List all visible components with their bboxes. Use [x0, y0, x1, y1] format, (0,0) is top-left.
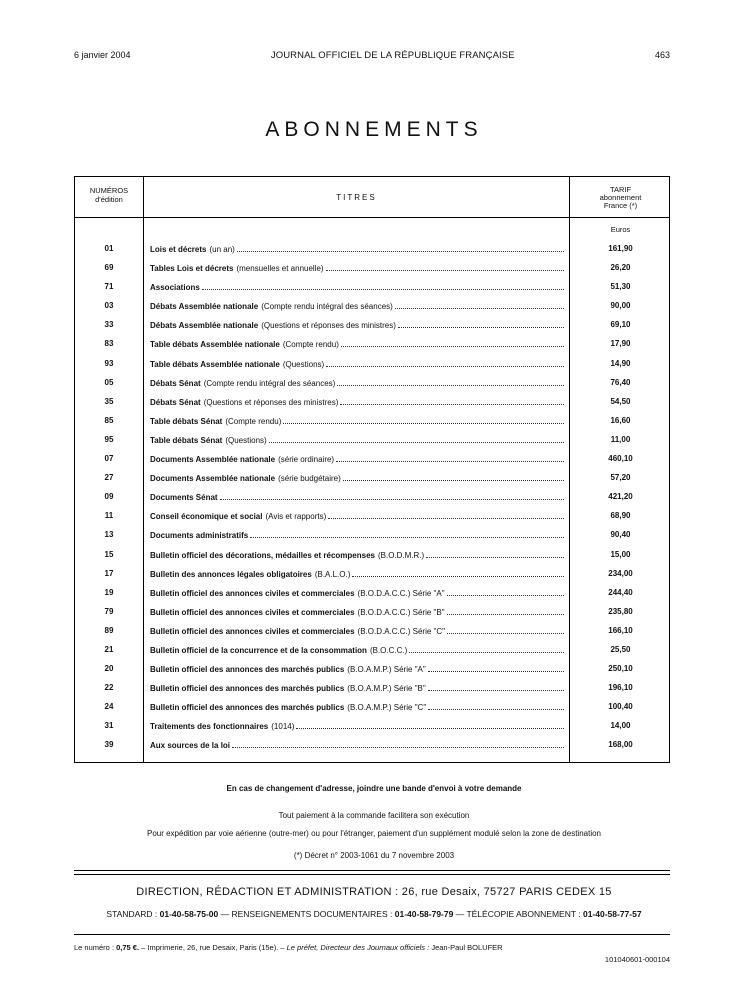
address-change-notice: En cas de changement d'adresse, joindre une bande d'envoi à votre demande: [226, 784, 522, 793]
title-detail: (B.O.A.M.P.) Série "B": [347, 684, 426, 694]
page-header: [74, 50, 670, 61]
edition-number: 35: [104, 396, 114, 406]
price: 14,90: [610, 358, 631, 368]
edition-number: 85: [104, 415, 114, 425]
divider: [74, 870, 670, 871]
dot-leader: [250, 530, 564, 538]
title-bold: Débats Sénat: [150, 397, 201, 407]
airmail-notice: Pour expédition par voie aérienne (outre-mer) ou pour l'étranger, paiement d'un supplément modulé selon la zone de destination: [146, 829, 601, 838]
publication-title: [150, 664, 564, 674]
price: 76,40: [610, 377, 631, 387]
edition-number: 09: [104, 492, 114, 502]
edition-number: 11: [104, 511, 114, 521]
publication-title: [150, 492, 564, 502]
price: 100,40: [608, 702, 633, 712]
dot-leader: [337, 378, 564, 386]
footer-code: 101040601-000104: [604, 955, 670, 964]
dot-leader: [428, 683, 564, 691]
dot-leader: [426, 550, 564, 558]
title-detail: (série ordinaire): [278, 455, 335, 465]
price: 235,80: [608, 606, 633, 616]
contact-numbers: [0, 909, 748, 919]
edition-number: 71: [104, 282, 114, 292]
edition-number: 27: [104, 473, 114, 483]
edition-number: 21: [104, 644, 114, 654]
edition-number: 07: [104, 454, 114, 464]
edition-number: 69: [104, 263, 114, 273]
publication-title: [150, 339, 564, 349]
edition-number: 03: [104, 301, 114, 311]
dot-leader: [202, 282, 564, 290]
footer-name: Jean-Paul BOLUFER: [431, 943, 503, 952]
publication-title: [150, 397, 564, 407]
telecopie-label: — TÉLÉCOPIE ABONNEMENT :: [455, 909, 581, 919]
price: 68,90: [610, 511, 631, 521]
footer: [74, 943, 670, 952]
dot-leader: [328, 511, 564, 519]
dot-leader: [237, 244, 564, 252]
telecopie-phone: 01-40-58-77-57: [582, 909, 642, 919]
table-row: [75, 454, 669, 473]
title-detail: (mensuelles et annuelle): [236, 264, 324, 274]
footer-numero-price: 0,75 €.: [116, 943, 140, 952]
table-row: [75, 645, 669, 664]
price: 168,00: [608, 740, 633, 750]
price: 25,50: [610, 644, 631, 654]
table-row: [75, 550, 669, 569]
title-bold: Bulletin officiel des annonces civiles et commerciales: [150, 626, 355, 636]
title-detail: (B.O.D.A.C.C.) Série "C": [357, 626, 445, 636]
title-bold: Lois et décrets: [150, 245, 207, 254]
table-row: [75, 301, 669, 320]
header-journal-title: JOURNAL OFFICIEL DE LA RÉPUBLIQUE FRANÇAISE: [270, 50, 515, 61]
table-row: [75, 626, 669, 645]
title-bold: Bulletin officiel des annonces civiles et commerciales: [150, 588, 355, 598]
table-row: [75, 282, 669, 301]
title-detail: (B.A.L.O.): [314, 569, 351, 579]
price: 69,10: [610, 320, 631, 330]
title-bold: Documents administratifs: [150, 531, 249, 541]
divider: [74, 934, 670, 935]
edition-number: 83: [104, 339, 114, 349]
dot-leader: [395, 301, 564, 309]
table-row: [75, 378, 669, 397]
title-detail: (B.O.A.M.P.) Série "A": [347, 665, 426, 675]
footer-imprimerie: – Imprimerie, 26, rue Desaix, Paris (15e). –: [141, 943, 285, 952]
title-bold: Tables Lois et décrets: [150, 264, 234, 274]
table-body: [75, 244, 669, 760]
publication-title: [150, 454, 564, 464]
table-row: [75, 359, 669, 378]
publication-title: [150, 569, 564, 579]
dot-leader: [269, 435, 564, 443]
price: 421,20: [608, 492, 633, 502]
table-row: [75, 263, 669, 282]
title-detail: (Compte rendu): [225, 416, 282, 426]
edition-number: 24: [104, 702, 114, 712]
price: 54,50: [610, 396, 631, 406]
title-detail: (1014): [271, 722, 295, 732]
price: 15,00: [610, 549, 631, 559]
title-bold: Aux sources de la loi: [150, 741, 231, 751]
decree-notice: (*) Décret n° 2003-1061 du 7 novembre 2003: [293, 851, 455, 860]
table-row: [75, 721, 669, 740]
price: 196,10: [608, 683, 633, 693]
title-detail: (Questions): [225, 435, 267, 445]
table-row: [75, 511, 669, 530]
dot-leader: [326, 263, 564, 271]
edition-number: 39: [104, 740, 114, 750]
dot-leader: [343, 473, 564, 481]
publication-title: [150, 301, 564, 311]
price: 166,10: [608, 625, 633, 635]
price: 17,90: [610, 339, 631, 349]
price: 16,60: [610, 415, 631, 425]
edition-number: 17: [104, 568, 114, 578]
price: 51,30: [610, 282, 631, 292]
publication-title: [150, 683, 564, 693]
currency-label: Euros: [610, 225, 631, 234]
publication-title: [150, 416, 564, 426]
edition-number: 79: [104, 606, 114, 616]
table-row: [75, 683, 669, 702]
title-bold: Bulletin officiel des annonces des marchés publics: [150, 703, 345, 713]
title-bold: Bulletin officiel des annonces civiles et commerciales: [150, 607, 355, 617]
price: 161,90: [608, 244, 633, 253]
title-bold: Bulletin officiel des décorations, médailles et récompenses: [150, 550, 375, 560]
title-bold: Documents Assemblée nationale: [150, 474, 276, 484]
publication-title: [150, 320, 564, 330]
publication-title: [150, 702, 564, 712]
dot-leader: [232, 740, 564, 748]
edition-number: 95: [104, 434, 114, 444]
renseignements-phone: 01-40-58-79-79: [394, 909, 454, 919]
title-detail: (un an): [209, 245, 235, 254]
dot-leader: [447, 607, 564, 615]
title-bold: Débats Assemblée nationale: [150, 321, 259, 331]
header-numeros: NUMÉROS d'édition: [89, 186, 129, 204]
publication-title: [150, 244, 564, 254]
publication-title: [150, 740, 564, 750]
title-bold: Table débats Assemblée nationale: [150, 359, 280, 369]
title-bold: Table débats Sénat: [150, 435, 223, 445]
title-bold: Bulletin officiel des annonces des marchés publics: [150, 665, 345, 675]
table-row: [75, 492, 669, 511]
title-bold: Associations: [150, 283, 200, 293]
dot-leader: [352, 569, 564, 577]
edition-number: 05: [104, 377, 114, 387]
title-bold: Débats Sénat: [150, 378, 201, 388]
publication-title: [150, 282, 564, 292]
subscriptions-table: [74, 176, 670, 763]
edition-number: 20: [104, 664, 114, 674]
publication-title: [150, 607, 564, 617]
title-bold: Bulletin des annonces légales obligatoires: [150, 569, 312, 579]
title-detail: (B.O.D.M.R.): [377, 550, 425, 560]
title-detail: (B.O.A.M.P.) Série "C": [347, 703, 427, 713]
price: 26,20: [610, 263, 631, 273]
header-page-number: 463: [654, 50, 670, 60]
publication-title: [150, 435, 564, 445]
table-row: [75, 435, 669, 454]
direction-address: DIRECTION, RÉDACTION ET ADMINISTRATION : 26, rue Desaix, 75727 PARIS CEDEX 15: [136, 886, 612, 898]
dot-leader: [336, 454, 564, 462]
divider: [74, 874, 670, 875]
publication-title: [150, 359, 564, 369]
header-divider: [75, 217, 669, 218]
price: 90,00: [610, 301, 631, 311]
title-detail: (Avis et rapports): [265, 512, 327, 522]
table-row: [75, 530, 669, 549]
header-tarif: TARIF abonnement France (*): [599, 185, 642, 210]
title-bold: Débats Assemblée nationale: [150, 302, 259, 312]
page-title: ABONNEMENTS: [265, 118, 483, 141]
title-detail: (série budgétaire): [278, 474, 341, 484]
dot-leader: [447, 626, 564, 634]
table-row: [75, 473, 669, 492]
renseignements-label: — RENSEIGNEMENTS DOCUMENTAIRES :: [220, 909, 393, 919]
price: 244,40: [608, 587, 633, 597]
dot-leader: [447, 588, 564, 596]
title-detail: (Compte rendu intégral des séances): [261, 302, 393, 312]
table-row: [75, 320, 669, 339]
table-row: [75, 397, 669, 416]
edition-number: 31: [104, 721, 114, 731]
price: 250,10: [608, 664, 633, 674]
dot-leader: [428, 664, 564, 672]
table-row: [75, 416, 669, 435]
edition-number: 93: [104, 358, 114, 368]
price: 234,00: [608, 568, 633, 578]
title-bold: Documents Assemblée nationale: [150, 455, 276, 465]
payment-notice: Tout paiement à la commande facilitera son exécution: [278, 811, 470, 820]
title-detail: (Compte rendu): [282, 340, 339, 350]
title-detail: (B.O.D.A.C.C.) Série "A": [357, 588, 445, 598]
dot-leader: [428, 702, 564, 710]
title-detail: (Questions et réponses des ministres): [261, 321, 396, 331]
publication-title: [150, 530, 564, 540]
price: 460,10: [608, 454, 633, 464]
title-bold: Traitements des fonctionnaires: [150, 722, 269, 732]
edition-number: 01: [104, 244, 114, 253]
table-row: [75, 588, 669, 607]
title-detail: (B.O.C.C.): [369, 645, 408, 655]
title-detail: (Questions et réponses des ministres): [203, 397, 339, 407]
edition-number: 22: [104, 683, 114, 693]
table-row: [75, 702, 669, 721]
publication-title: [150, 626, 564, 636]
title-bold: Documents Sénat: [150, 493, 218, 503]
title-bold: Conseil économique et social: [150, 512, 263, 522]
publication-title: [150, 550, 564, 560]
dot-leader: [283, 416, 564, 424]
standard-phone: 01-40-58-75-00: [159, 909, 219, 919]
dot-leader: [220, 492, 564, 500]
price: 14,00: [610, 721, 631, 731]
dot-leader: [340, 397, 564, 405]
title-bold: Bulletin officiel des annonces des marchés publics: [150, 684, 345, 694]
price: 57,20: [610, 473, 631, 483]
table-row: [75, 244, 669, 263]
title-detail: (B.O.D.A.C.C.) Série "B": [357, 607, 445, 617]
table-row: [75, 740, 669, 759]
publication-title: [150, 511, 564, 521]
dot-leader: [409, 645, 564, 653]
footer-numero-label: Le numéro :: [74, 943, 115, 952]
edition-number: 15: [104, 549, 114, 559]
title-bold: Bulletin officiel de la concurrence et de la consommation: [150, 645, 367, 655]
publication-title: [150, 378, 564, 388]
publication-title: [150, 645, 564, 655]
title-bold: Table débats Sénat: [150, 416, 223, 426]
edition-number: 13: [104, 530, 114, 540]
dot-leader: [296, 721, 564, 729]
header-date: 6 janvier 2004: [74, 50, 131, 60]
price: 11,00: [610, 434, 631, 444]
title-detail: (Compte rendu intégral des séances): [203, 378, 336, 388]
table-row: [75, 569, 669, 588]
title-detail: (Questions): [282, 359, 325, 369]
table-row: [75, 607, 669, 626]
dot-leader: [398, 320, 564, 328]
publication-title: [150, 263, 564, 273]
dot-leader: [326, 359, 564, 367]
header-titres: TITRES: [336, 193, 377, 202]
publication-title: [150, 473, 564, 483]
table-row: [75, 339, 669, 358]
publication-title: [150, 721, 564, 731]
table-row: [75, 664, 669, 683]
edition-number: 89: [104, 625, 114, 635]
title-bold: Table débats Assemblée nationale: [150, 340, 280, 350]
publication-title: [150, 588, 564, 598]
edition-number: 19: [104, 587, 114, 597]
standard-label: STANDARD :: [106, 909, 158, 919]
footer-prefet: Le préfet, Directeur des Journaux officiels :: [286, 943, 430, 952]
dot-leader: [341, 339, 564, 347]
price: 90,40: [610, 530, 631, 540]
edition-number: 33: [104, 320, 114, 330]
